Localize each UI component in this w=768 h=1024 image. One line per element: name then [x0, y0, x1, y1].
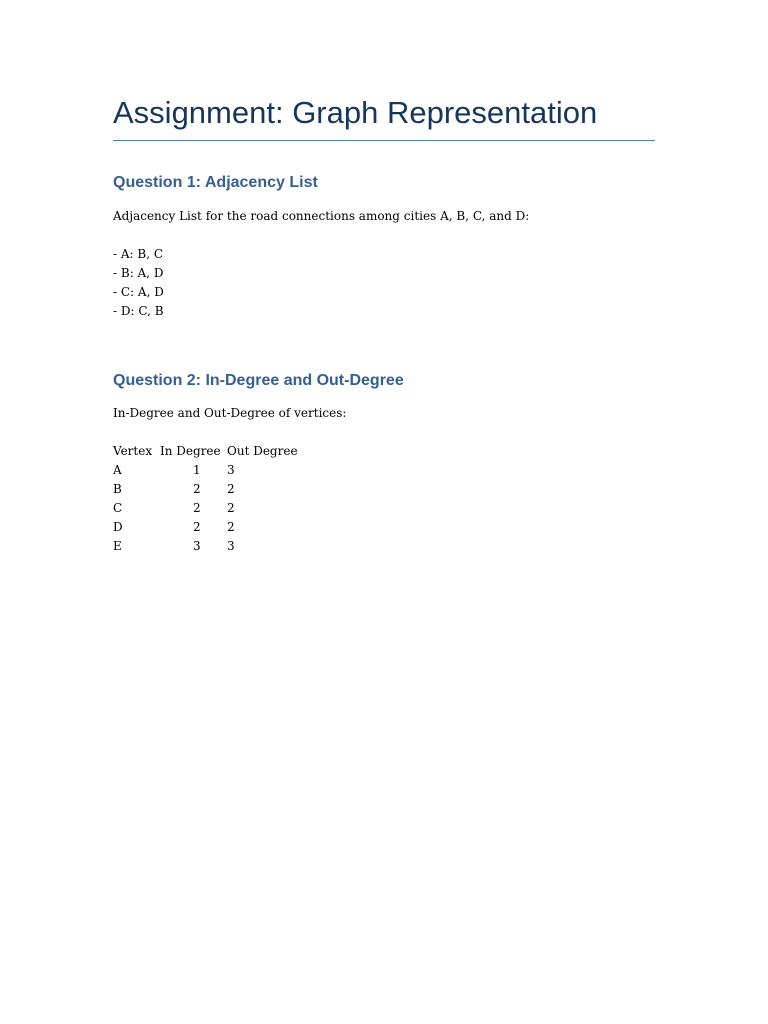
vertex-cell: C — [113, 501, 123, 515]
header-vertex: Vertex — [113, 444, 153, 458]
out-degree-cell: 3 — [227, 539, 235, 553]
vertex-cell: D — [113, 520, 123, 534]
in-degree-cell: 1 — [193, 463, 201, 477]
vertex-cell: E — [113, 539, 122, 553]
table-row — [113, 461, 307, 480]
out-degree-cell: 2 — [227, 501, 235, 515]
in-degree-cell: 2 — [193, 482, 201, 496]
table-row — [113, 499, 307, 518]
question-2-heading: Question 2: In-Degree and Out-Degree — [113, 372, 404, 389]
table-row — [113, 518, 307, 537]
vertex-cell: A — [113, 463, 122, 477]
question-1-heading: Question 1: Adjacency List — [113, 174, 318, 191]
table-row — [113, 537, 307, 556]
document-title: Assignment: Graph Representation — [113, 94, 655, 141]
adjacency-list — [113, 245, 655, 321]
out-degree-cell: 2 — [227, 482, 235, 496]
table-row — [113, 480, 307, 499]
header-out-degree: Out Degree — [227, 444, 298, 458]
question-2-intro: In-Degree and Out-Degree of vertices: — [113, 406, 347, 420]
adjacency-list-item: - C: A, D — [113, 285, 164, 299]
degree-table — [113, 442, 307, 556]
in-degree-cell: 2 — [193, 501, 201, 515]
document-page — [113, 94, 655, 556]
in-degree-cell: 3 — [193, 539, 201, 553]
question-1-intro: Adjacency List for the road connections among cities A, B, C, and D: — [113, 209, 530, 223]
out-degree-cell: 2 — [227, 520, 235, 534]
adjacency-list-item: - A: B, C — [113, 247, 164, 261]
adjacency-list-item: - B: A, D — [113, 266, 164, 280]
header-in-degree: In Degree — [160, 444, 221, 458]
in-degree-cell: 2 — [193, 520, 201, 534]
vertex-cell: B — [113, 482, 122, 496]
table-header-row — [113, 442, 307, 461]
adjacency-list-item: - D: C, B — [113, 304, 164, 318]
out-degree-cell: 3 — [227, 463, 235, 477]
